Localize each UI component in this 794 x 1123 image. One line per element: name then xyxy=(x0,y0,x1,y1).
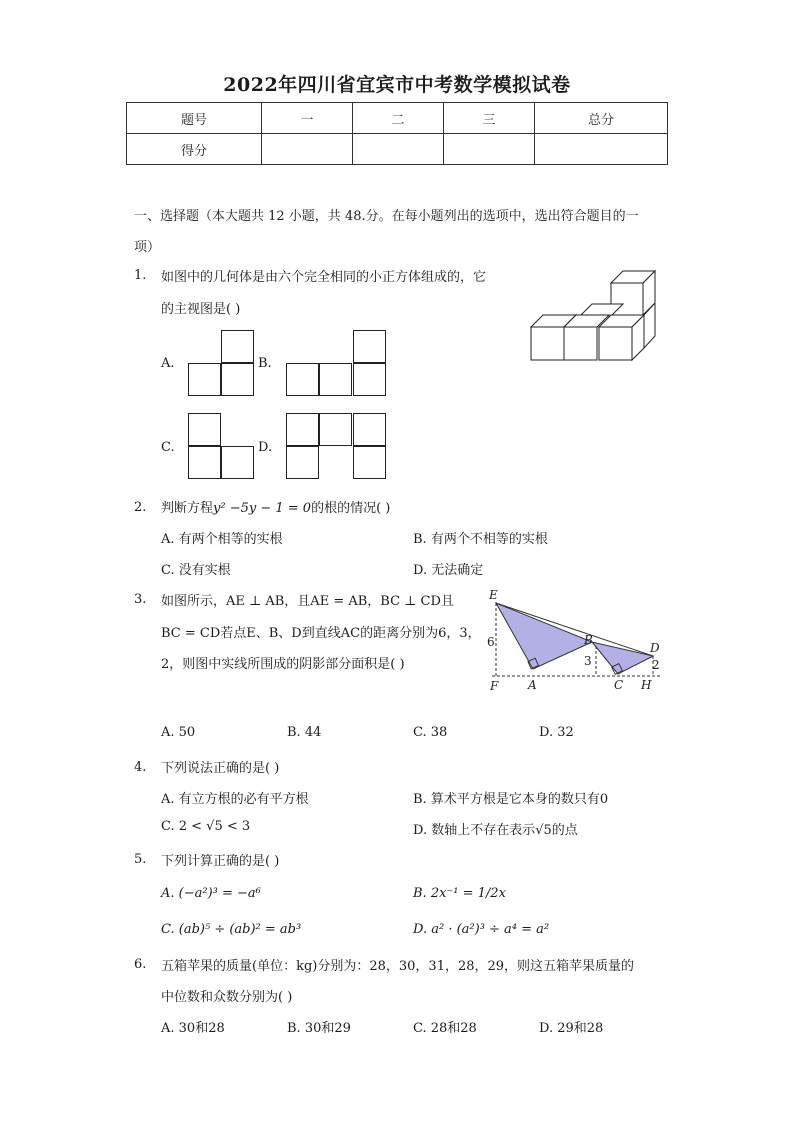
option-label: A. (−a²)³ = −a⁶ xyxy=(161,886,261,901)
option-label: D. 32 xyxy=(539,725,574,740)
question-stem-line: 如图中的几何体是由六个完全相同的小正方体组成的，它 xyxy=(161,270,487,285)
score-cell xyxy=(262,134,353,165)
question-stem-line: 五箱苹果的质量(单位：kg)分别为：28，30，31，28，29，则这五箱苹果质量的 xyxy=(161,959,635,974)
score-cell xyxy=(444,134,535,165)
option-label: B. xyxy=(258,356,272,371)
cube-solid-figure xyxy=(525,268,660,363)
table-header-cell: 二 xyxy=(353,103,444,134)
score-table xyxy=(126,102,668,165)
option-label: C. 38 xyxy=(413,725,448,740)
option-label: B. 44 xyxy=(287,725,322,740)
distance-label: 3 xyxy=(584,654,592,668)
question-stem-line: 如图所示，AE ⊥ AB，且AE = AB，BC ⊥ CD且 xyxy=(161,594,454,609)
point-label: H xyxy=(641,678,652,692)
table-header-cell: 题号 xyxy=(127,103,262,134)
distance-label: 2 xyxy=(652,658,660,672)
option-label: B. 2x⁻¹ = 1/2x xyxy=(413,886,506,901)
point-label: A xyxy=(528,678,537,692)
point-label: B xyxy=(584,633,593,647)
page-title: 2022年四川省宜宾市中考数学模拟试卷 xyxy=(223,74,571,96)
table-header-cell: 三 xyxy=(444,103,535,134)
question-stem-line: BC = CD若点E、B、D到直线AC的距离分别为6，3， xyxy=(161,626,481,641)
option-label: A. 30和28 xyxy=(161,1021,225,1036)
question-stem-line: 2，则图中实线所围成的阴影部分面积是( ) xyxy=(161,657,405,672)
question-number: 3. xyxy=(134,592,147,607)
option-label: C. 28和28 xyxy=(413,1021,477,1036)
option-label: D. xyxy=(258,440,273,455)
stem-text: 的根的情况( ) xyxy=(311,501,391,516)
table-header-cell: 一 xyxy=(262,103,353,134)
table-row xyxy=(127,134,668,165)
question-number: 2. xyxy=(134,500,147,515)
option-label: C. 2 < √5 < 3 xyxy=(161,819,251,834)
option-label: A. 有立方根的必有平方根 xyxy=(161,792,309,807)
equation: y² −5y − 1 = 0 xyxy=(213,501,312,516)
option-label: C. (ab)⁵ ÷ (ab)² = ab³ xyxy=(161,922,302,937)
distance-label: 6 xyxy=(487,635,495,649)
option-label: B. 算术平方根是它本身的数只有0 xyxy=(413,792,609,807)
score-cell xyxy=(353,134,444,165)
option-label: D. 无法确定 xyxy=(413,563,484,578)
question-number: 4. xyxy=(134,760,147,775)
question-stem xyxy=(161,497,390,516)
table-header-cell: 总分 xyxy=(535,103,668,134)
question-stem: 下列说法正确的是( ) xyxy=(161,761,280,776)
score-cell xyxy=(535,134,668,165)
question-number: 6. xyxy=(134,957,147,972)
question-stem-line: 的主视图是( ) xyxy=(161,302,241,317)
table-row-label: 得分 xyxy=(127,134,262,165)
question-number: 5. xyxy=(134,852,147,867)
option-label: A. xyxy=(161,356,175,371)
stem-text: 判断方程 xyxy=(161,501,214,516)
option-label: A. 有两个相等的实根 xyxy=(161,532,283,547)
option-label: D. 29和28 xyxy=(539,1021,604,1036)
option-label: D. 数轴上不存在表示√5的点 xyxy=(413,823,578,838)
section-heading-line2: 项） xyxy=(134,240,161,255)
option-label: D. a² · (a²)³ ÷ a⁴ = a² xyxy=(413,922,550,937)
point-label: C xyxy=(614,678,624,692)
section-heading-line1: 一、选择题（本大题共 12 小题，共 48.分。在每小题列出的选项中，选出符合题目的一 xyxy=(134,209,639,224)
option-label: A. 50 xyxy=(161,725,196,740)
table-row xyxy=(127,103,668,134)
question-stem: 下列计算正确的是( ) xyxy=(161,854,280,869)
option-label: B. 30和29 xyxy=(287,1021,351,1036)
option-label: B. 有两个不相等的实根 xyxy=(413,532,548,547)
point-label: E xyxy=(489,588,498,602)
question-stem-line: 中位数和众数分别为( ) xyxy=(161,990,293,1005)
option-label: C. 没有实根 xyxy=(161,563,231,578)
option-label: C. xyxy=(161,440,175,455)
point-label: D xyxy=(650,641,660,655)
question-number: 1. xyxy=(134,268,147,283)
triangle-geometry-figure xyxy=(482,586,667,696)
point-label: F xyxy=(490,679,499,693)
